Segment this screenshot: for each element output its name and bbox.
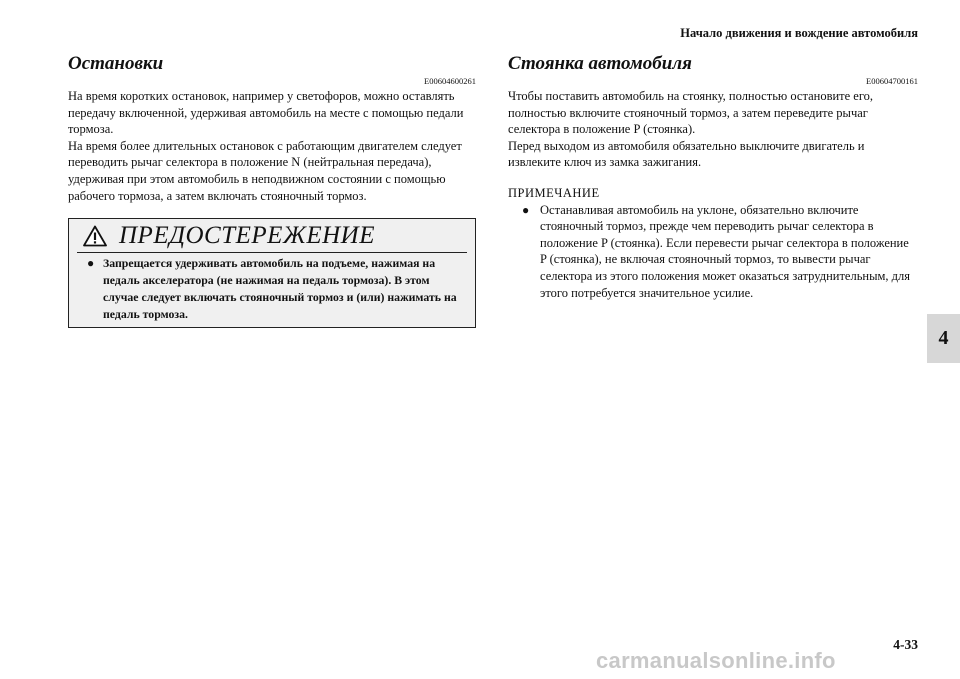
warning-triangle-icon (83, 225, 107, 247)
divider (77, 252, 467, 253)
note-label: ПРИМЕЧАНИЕ (508, 185, 600, 200)
warning-header (69, 219, 475, 251)
note-text: Останавливая автомобиль на уклоне, обязательно включите стояночный тормоз, прежде чем переводить рычаг селектора в положение P (стоянка). Если перевести рычаг селектора в положение P (стоянка), не включая стояночный тормоз, то вывести рычаг селектора из этого положения может оказаться затруднительным, для этого потребуется значительное усилие. (540, 202, 910, 300)
section-code: E00604700161 (866, 76, 918, 86)
paragraph: На время коротких остановок, например у светофоров, можно оставлять передачу включенной, удерживая автомобиль на месте с помощью педали тормоза. (68, 89, 464, 137)
warning-title: ПРЕДОСТЕРЕЖЕНИЕ (119, 222, 375, 250)
paragraph: Чтобы поставить автомобиль на стоянку, полностью остановите его, полностью включите стояночный тормоз, а затем переведите рычаг селектора в положение P (стоянка). (508, 89, 874, 137)
bullet-icon: ● (87, 256, 95, 271)
warning-box (68, 218, 476, 328)
section-parking (508, 52, 918, 301)
section-stops (68, 52, 476, 328)
paragraph: На время более длительных остановок с работающим двигателем следует переводить рычаг селектора в положение N (нейтральная передача), удерживая при этом автомобиль в неподвижном состоянии с помощью рабочего тормоза, а затем включать стояночный тормоз. (68, 138, 462, 203)
paragraph: Перед выходом из автомобиля обязательно выключите двигатель и извлеките ключ из замка зажигания. (508, 138, 865, 170)
warning-text: Запрещается удерживать автомобиль на подъеме, нажимая на педаль акселератора (не нажимая на педаль тормоза). В этом случае следует включать стояночный тормоз и (или) нажимать на педаль тормоза. (103, 256, 457, 321)
warning-item (69, 255, 475, 322)
chapter-tab: 4 (927, 314, 960, 363)
running-header: Начало движения и вождение автомобиля (680, 26, 918, 40)
note-item (508, 202, 918, 302)
watermark: carmanualsonline.info (596, 648, 836, 673)
section-heading-stops: Остановки (68, 53, 164, 74)
page-number: 4-33 (893, 637, 918, 652)
bullet-icon: ● (522, 202, 530, 217)
section-heading-parking: Стоянка автомобиля (508, 53, 692, 74)
section-code: E00604600261 (424, 76, 476, 86)
